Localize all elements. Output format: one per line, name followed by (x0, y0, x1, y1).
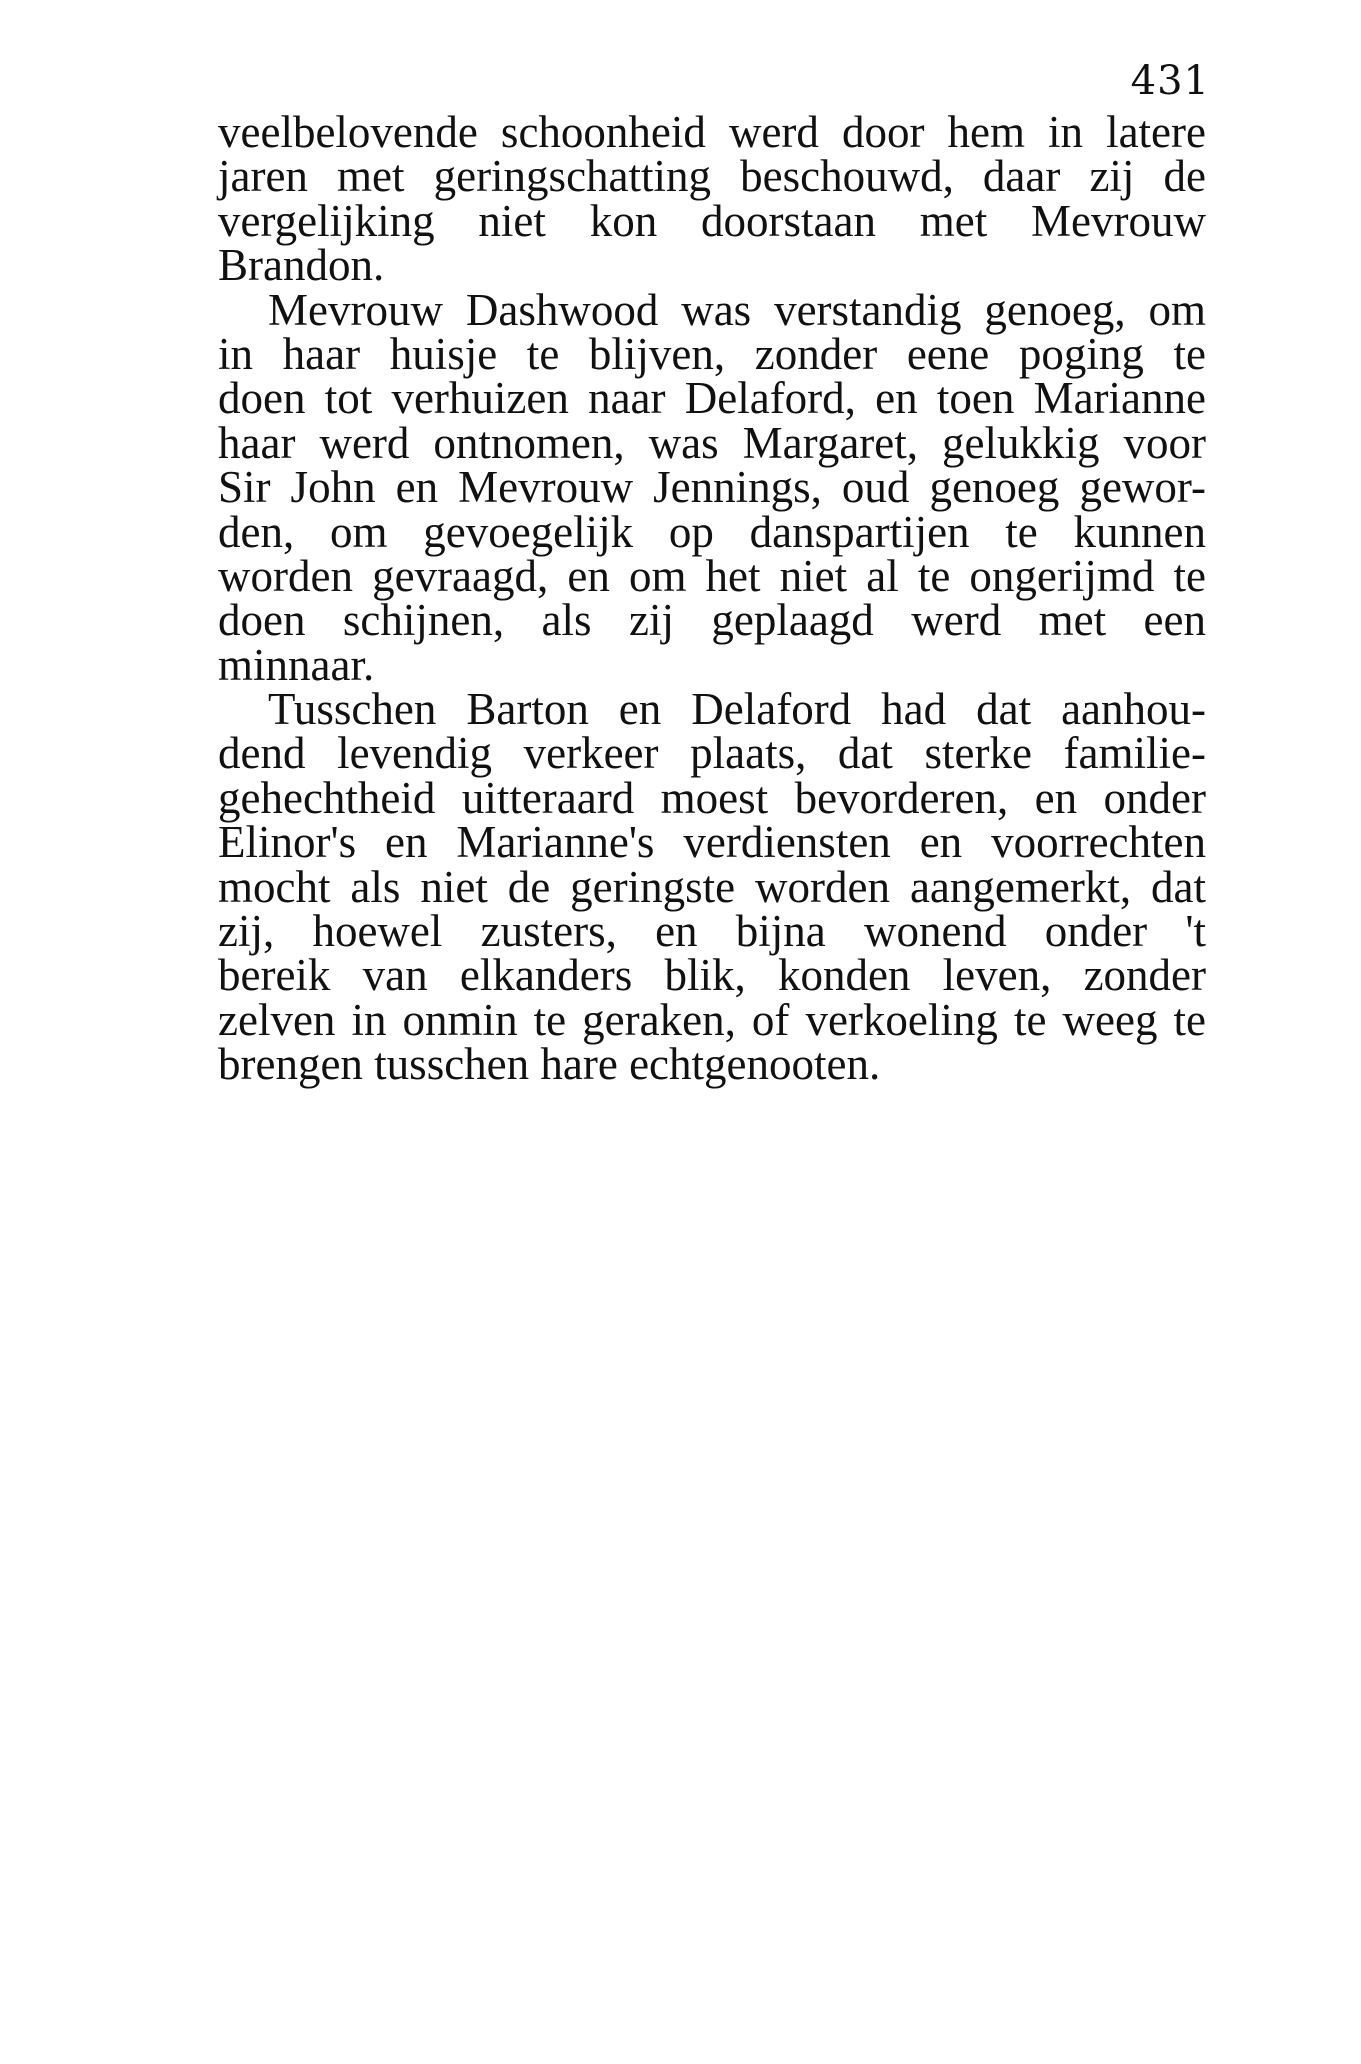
text-line: dend levendig verkeer plaats, dat sterke familie- (218, 728, 1206, 779)
text-line: worden gevraagd, en om het niet al te ongerijmd te (218, 550, 1206, 601)
text-line: zelven in onmin te geraken, of verkoeling te weeg te (218, 994, 1206, 1045)
text-line: den, om gevoegelijk op danspartijen te kunnen (218, 506, 1206, 557)
text-line: in haar huisje te blijven, zonder eene poging te (218, 328, 1206, 379)
page-number: 431 (1130, 58, 1210, 104)
text-line: jaren met geringschatting beschouwd, daar zij de (218, 151, 1206, 202)
text-line: bereik van elkanders blik, konden leven, zonder (218, 950, 1206, 1001)
text-line: doen schijnen, als zij geplaagd werd met een (218, 595, 1206, 646)
text-line: mocht als niet de geringste worden aangemerkt, dat (218, 861, 1206, 912)
text-line: haar werd ontnomen, was Margaret, gelukkig voor (218, 417, 1206, 468)
text-line: doen tot verhuizen naar Delaford, en toen Marianne (218, 373, 1206, 424)
text-line: veelbelovende schoonheid werd door hem in latere (218, 107, 1206, 157)
text-line: Brandon. (218, 240, 385, 291)
text-line: Sir John en Mevrouw Jennings, oud genoeg gewor- (218, 462, 1206, 513)
body-text (218, 107, 1206, 1090)
text-line: zij, hoewel zusters, en bijna wonend onder 't (218, 906, 1206, 957)
text-line: vergelijking niet kon doorstaan met Mevrouw (218, 195, 1206, 246)
text-line: minnaar. (218, 639, 375, 690)
text-line: brengen tusschen hare echtgenooten. (218, 1039, 881, 1090)
text-line: Elinor's en Marianne's verdiensten en voorrechten (218, 817, 1206, 868)
text-line: Mevrouw Dashwood was verstandig genoeg, om (268, 284, 1206, 335)
text-line: Tusschen Barton en Delaford had dat aanhou- (268, 684, 1206, 735)
text-line: gehechtheid uitteraard moest bevorderen, en onder (218, 772, 1206, 823)
